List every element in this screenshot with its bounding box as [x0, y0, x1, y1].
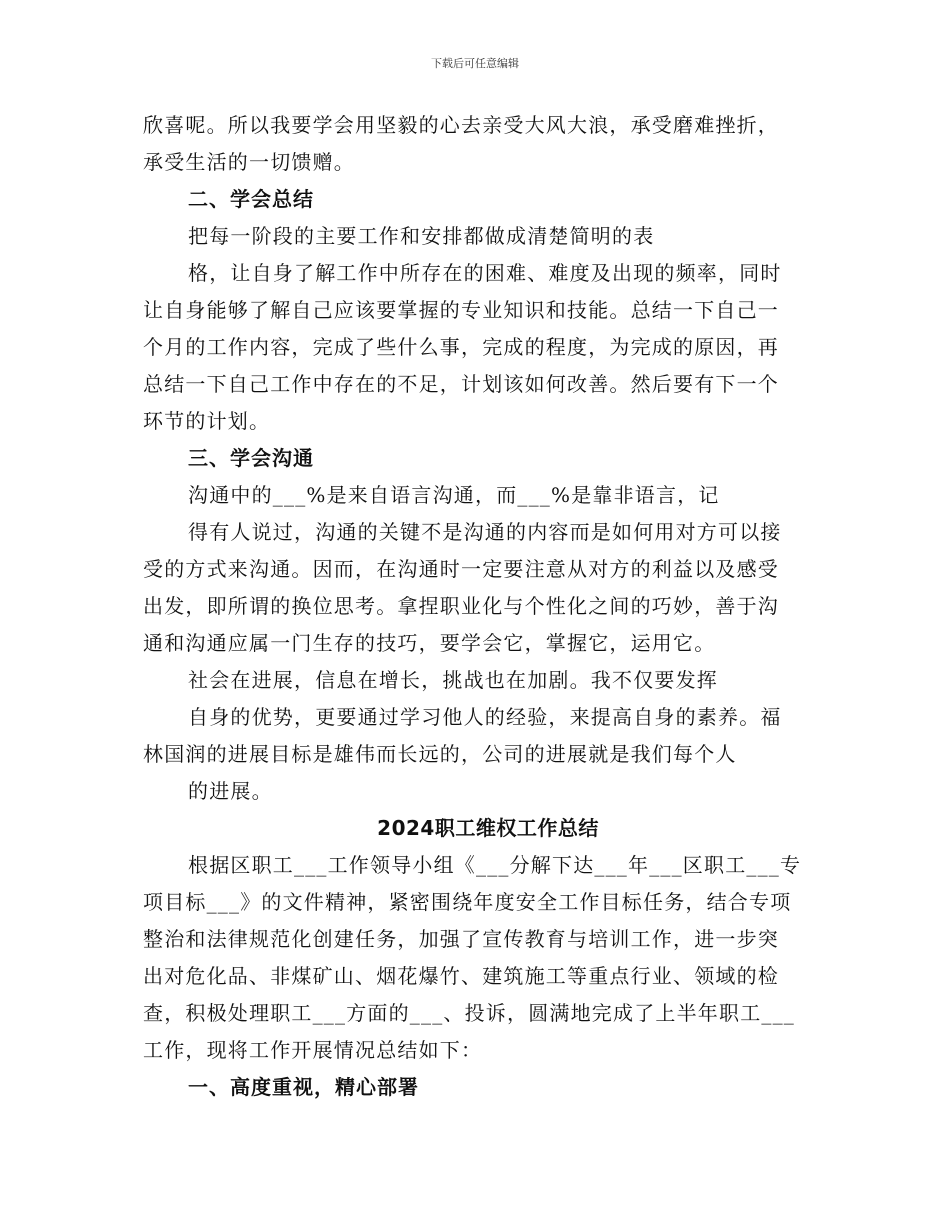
section-heading-communication: 三、学会沟通: [188, 446, 314, 470]
paragraph-line: 工作，现将工作开展情况总结如下：: [143, 1038, 483, 1062]
paragraph-line: 个月的工作内容，完成了些什么事，完成的程度，为完成的原因，再: [143, 335, 779, 359]
paragraph-line: 得有人说过，沟通的关键不是沟通的内容而是如何用对方可以接: [188, 520, 782, 544]
paragraph-line: 格，让自身了解工作中所存在的困难、难度及出现的频率，同时: [188, 261, 782, 285]
paragraph-line: 整治和法律规范化创建任务，加强了宣传教育与培训工作，进一步突: [143, 927, 779, 951]
document-body: [143, 107, 813, 1106]
document-title: 2024职工维权工作总结: [377, 816, 599, 840]
page-header: 下载后可任意编辑: [431, 57, 519, 70]
paragraph-line: 通和沟通应属一门生存的技巧，要学会它，掌握它，运用它。: [143, 631, 716, 655]
paragraph-line: 沟通中的___%是来自语言沟通，而___%是靠非语言，记: [188, 483, 720, 507]
paragraph-line: 根据区职工___工作领导小组《___分解下达___年___区职工___专: [188, 853, 802, 877]
paragraph-line: 承受生活的一切馈赠。: [143, 150, 355, 174]
paragraph-line: 受的方式来沟通。因而，在沟通时一定要注意从对方的利益以及感受: [143, 557, 779, 581]
paragraph-line: 社会在进展，信息在增长，挑战也在加剧。我不仅要发挥: [188, 668, 718, 692]
section-heading-summary: 二、学会总结: [188, 187, 314, 211]
paragraph-line: 查，积极处理职工___方面的___、投诉，圆满地完成了上半年职工___: [143, 1001, 795, 1025]
paragraph-line: 的进展。: [188, 779, 273, 803]
paragraph-line: 出发，即所谓的换位思考。拿捏职业化与个性化之间的巧妙，善于沟: [143, 594, 779, 618]
paragraph-line: 让自身能够了解自己应该要掌握的专业知识和技能。总结一下自己一: [143, 298, 779, 322]
paragraph-line: 总结一下自己工作中存在的不足，计划该如何改善。然后要有下一个: [143, 372, 779, 396]
section-heading-deployment: 一、高度重视，精心部署: [188, 1075, 419, 1099]
paragraph-line: 出对危化品、非煤矿山、烟花爆竹、建筑施工等重点行业、领域的检: [143, 964, 779, 988]
paragraph-line: 环节的计划。: [143, 409, 271, 433]
paragraph-line: 把每一阶段的主要工作和安排都做成清楚简明的表: [188, 224, 655, 248]
paragraph-line: 欣喜呢。所以我要学会用坚毅的心去亲受大风大浪，承受磨难挫折，: [143, 113, 779, 137]
paragraph-line: 林国润的进展目标是雄伟而长远的，公司的进展就是我们每个人: [143, 742, 737, 766]
paragraph-line: 项目标___》的文件精神，紧密围绕年度安全工作目标任务，结合专项: [143, 890, 792, 914]
paragraph-line: 自身的优势，更要通过学习他人的经验，来提高自身的素养。福: [188, 705, 782, 729]
